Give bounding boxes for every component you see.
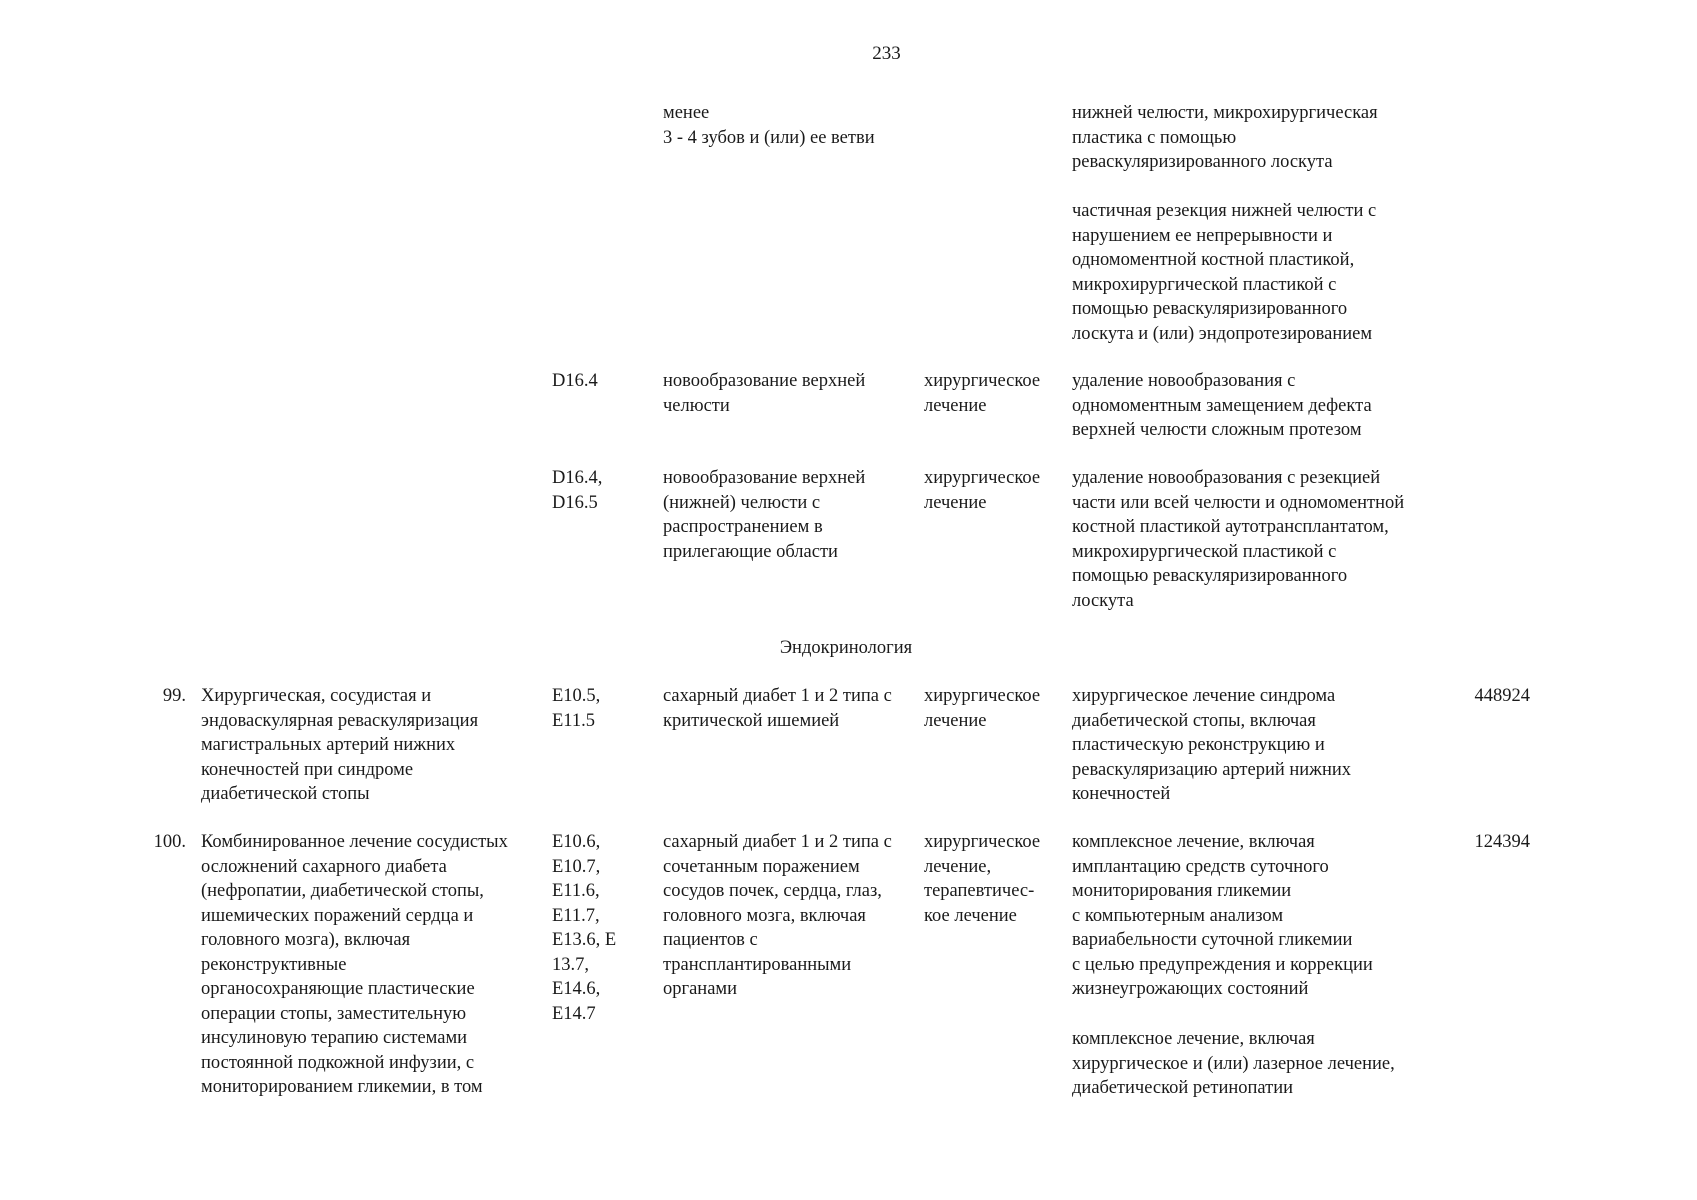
row-method: комплексное лечение, включая хирургическое и (или) лазерное лечение, диабетической ретинопатии xyxy=(1072,1029,1395,1098)
row-treatment-type: хирургическое лечение xyxy=(924,686,1041,731)
section-title: Эндокринология xyxy=(779,638,913,658)
row-method: удаление новообразования с одномоментным замещением дефекта верхней челюсти сложным протезом xyxy=(1072,371,1372,440)
row-treatment-type: хирургическое лечение xyxy=(924,371,1041,416)
row-code: E10.5, E11.5 xyxy=(552,686,601,731)
row-model: сахарный диабет 1 и 2 типа с критической ишемией xyxy=(663,686,892,731)
row-treatment-type: хирургическое лечение xyxy=(924,468,1041,513)
continuation-method-1: нижней челюсти, микрохирургическая пластика с помощью реваскуляризированного лоскута xyxy=(1072,103,1378,172)
continuation-model-text: менее 3 - 4 зубов и (или) ее ветви xyxy=(663,103,875,148)
row-cost: 448924 xyxy=(1474,686,1530,706)
row-number: 99. xyxy=(162,686,186,706)
page-number: 233 xyxy=(872,43,901,64)
row-method: комплексное лечение, включая имплантацию средств суточного мониторирования гликемии с компьютерным анализом вариабельности суточной гликемии с целью предупреждения и коррекции жизнеугрожающих состояний xyxy=(1072,832,1373,999)
row-treatment-type: хирургическое лечение, терапевтичес- кое лечение xyxy=(924,832,1041,926)
row-number: 100. xyxy=(153,832,186,852)
row-model: новообразование верхней (нижней) челюсти с распространением в прилегающие области xyxy=(663,468,866,562)
row-code: D16.4, D16.5 xyxy=(552,468,603,513)
row-code: D16.4 xyxy=(552,371,598,391)
row-method: удаление новообразования с резекцией части или всей челюсти и одномоментной костной пластикой аутотрансплантатом, микрохирургической пластикой с помощью реваскуляризированного лоскута xyxy=(1072,468,1405,611)
row-name: Хирургическая, сосудистая и эндоваскулярная реваскуляризация магистральных артерий нижних конечностей при синдроме диабетической стопы xyxy=(201,686,479,804)
row-code: E10.6, E10.7, E11.6, E11.7, E13.6, E 13.7, E14.6, E14.7 xyxy=(552,832,617,1024)
row-method: хирургическое лечение синдрома диабетической стопы, включая пластическую реконструкцию и реваскуляризацию артерий нижних конечностей xyxy=(1072,686,1352,804)
row-cost: 124394 xyxy=(1474,832,1530,852)
row-name: Комбинированное лечение сосудистых осложнений сахарного диабета (нефропатии, диабетической стопы, ишемических поражений сердца и головного мозга), включая реконструктивные органосохраняющие пластические операции стопы, заместительную инсулиновую терапию системами постоянной подкожной инфузии, с мониторированием гликемии, в том xyxy=(201,832,508,1097)
row-model: новообразование верхней челюсти xyxy=(663,371,866,416)
row-model: сахарный диабет 1 и 2 типа с сочетанным поражением сосудов почек, сердца, глаз, головного мозга, включая пациентов с трансплантированными органами xyxy=(663,832,892,999)
continuation-method-2: частичная резекция нижней челюсти с нарушением ее непрерывности и одномоментной костной пластикой, микрохирургической пластикой с помощью реваскуляризированного лоскута и (или) эндопротезированием xyxy=(1072,201,1377,344)
